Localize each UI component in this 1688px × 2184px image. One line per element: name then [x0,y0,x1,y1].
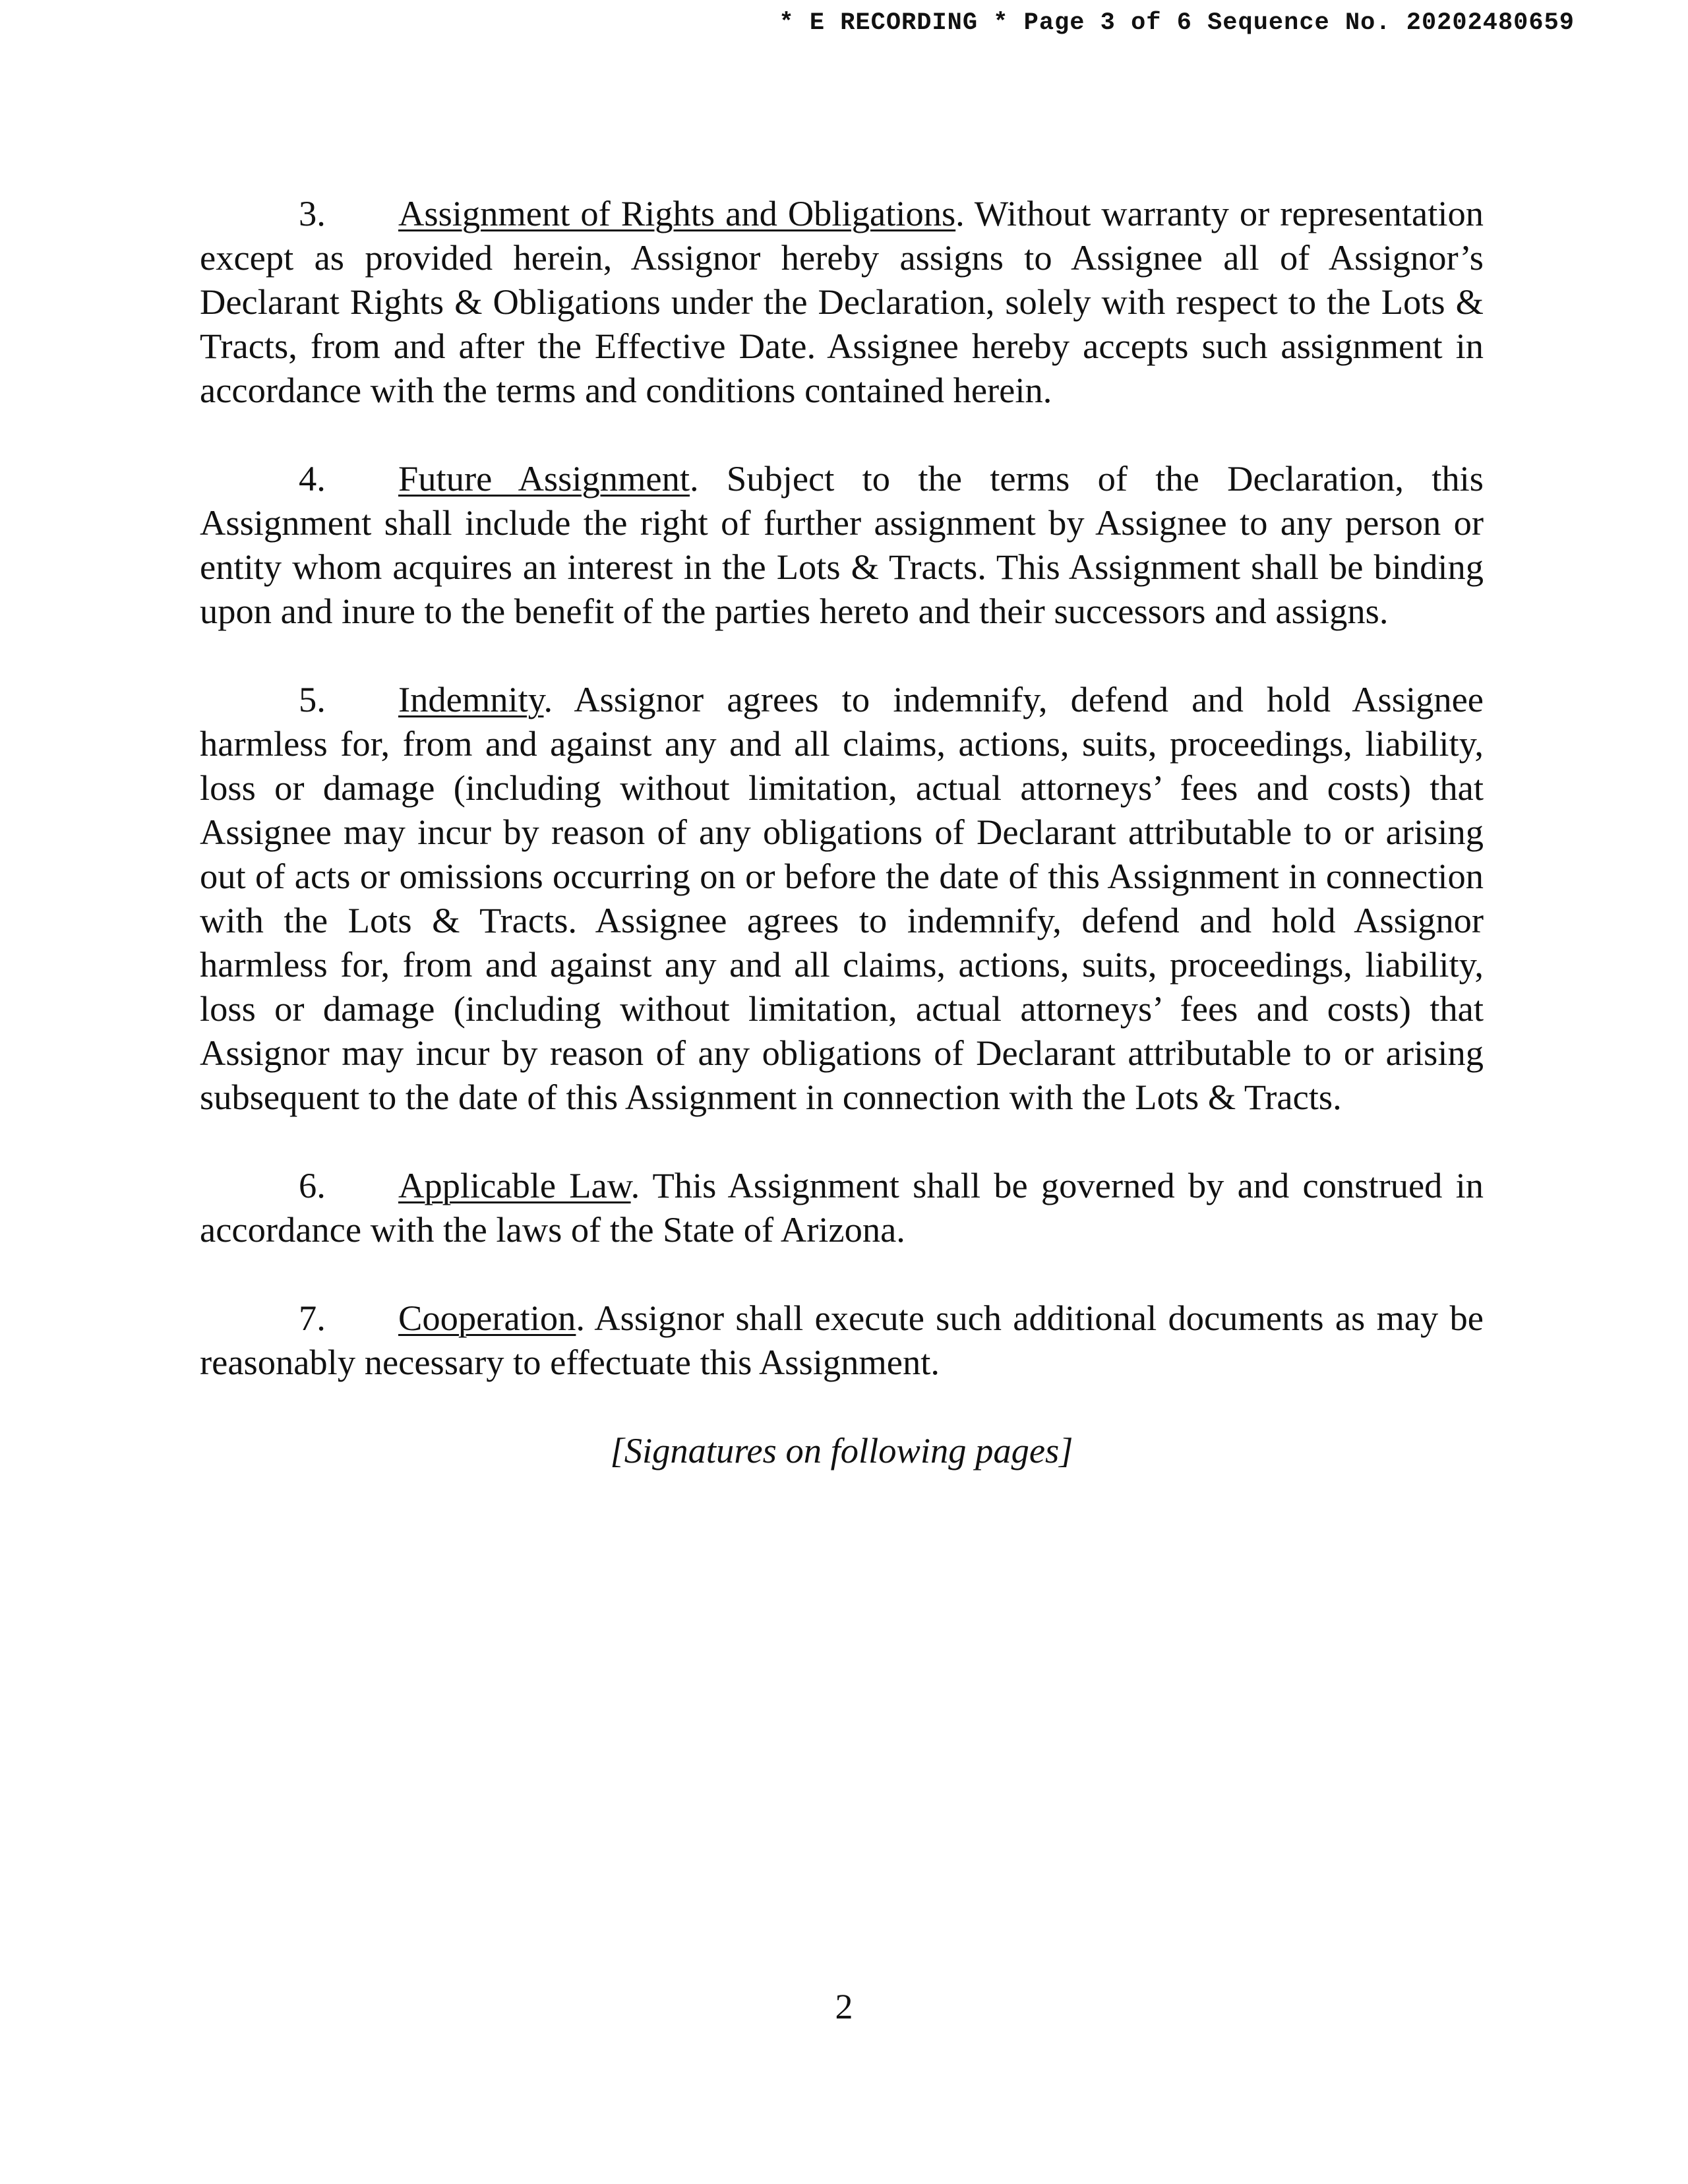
document-body [200,191,1484,1472]
paragraph-cooperation [200,1296,1484,1384]
paragraph-text: . This Assignment shall be governed by and construed in accordance with the laws of the State of Arizona. [200,1165,1484,1250]
recording-header: * E RECORDING * Page 3 of 6 Sequence No. 20202480659 [779,9,1575,37]
paragraph-heading: Future Assignment [398,458,690,499]
paragraph-number: 6. [299,1165,326,1205]
paragraph-text: . Subject to the terms of the Declaration, this Assignment shall include the right of further assignment by Assignee to any person or entity whom acquires an interest in the Lots & Tracts. This Assignment shall be binding upon and inure to the benefit of the parties hereto and their successors and assigns. [200,458,1484,631]
paragraph-text: . Without warranty or representation except as provided herein, Assignor hereby assigns to Assignee all of Assignor’s Declarant Rights & Obligations under the Declaration, solely with respect to the Lots & Tracts, from and after the Effective Date. Assignee hereby accepts such assignment in accordance with the terms and conditions contained herein. [200,193,1484,410]
paragraph-indemnity [200,677,1484,1119]
paragraph-assignment-of-rights [200,191,1484,412]
paragraph-number: 7. [299,1298,326,1338]
paragraph-heading: Assignment of Rights and Obligations [398,193,956,233]
paragraph-heading: Indemnity [398,679,544,719]
paragraph-heading: Applicable Law [398,1165,631,1205]
paragraph-heading: Cooperation [398,1298,576,1338]
paragraph-number: 3. [299,193,326,233]
paragraph-applicable-law [200,1163,1484,1252]
signatures-note: [Signatures on following pages] [610,1430,1073,1471]
paragraph-future-assignment [200,456,1484,633]
paragraph-text: . Assignor agrees to indemnify, defend and hold Assignee harmless for, from and against any and all claims, actions, suits, proceedings, liability, loss or damage (including without limitation, actual attorneys’ fees and costs) that Assignee may incur by reason of any obligations of Declarant attributable to or arising out of acts or omissions occurring on or before the date of this Assignment in connection with the Lots & Tracts. Assignee agrees to indemnify, defend and hold Assignor harmless for, from and against any and all claims, actions, suits, proceedings, liability, loss or damage (including without limitation, actual attorneys’ fees and costs) that Assignor may incur by reason of any obligations of Declarant attributable to or arising subsequent to the date of this Assignment in connection with the Lots & Tracts. [200,679,1484,1117]
paragraph-number: 4. [299,458,326,499]
page-number: 2 [835,1987,853,2026]
paragraph-number: 5. [299,679,326,719]
paragraph-text: . Assignor shall execute such additional documents as may be reasonably necessary to effectuate this Assignment. [200,1298,1484,1382]
